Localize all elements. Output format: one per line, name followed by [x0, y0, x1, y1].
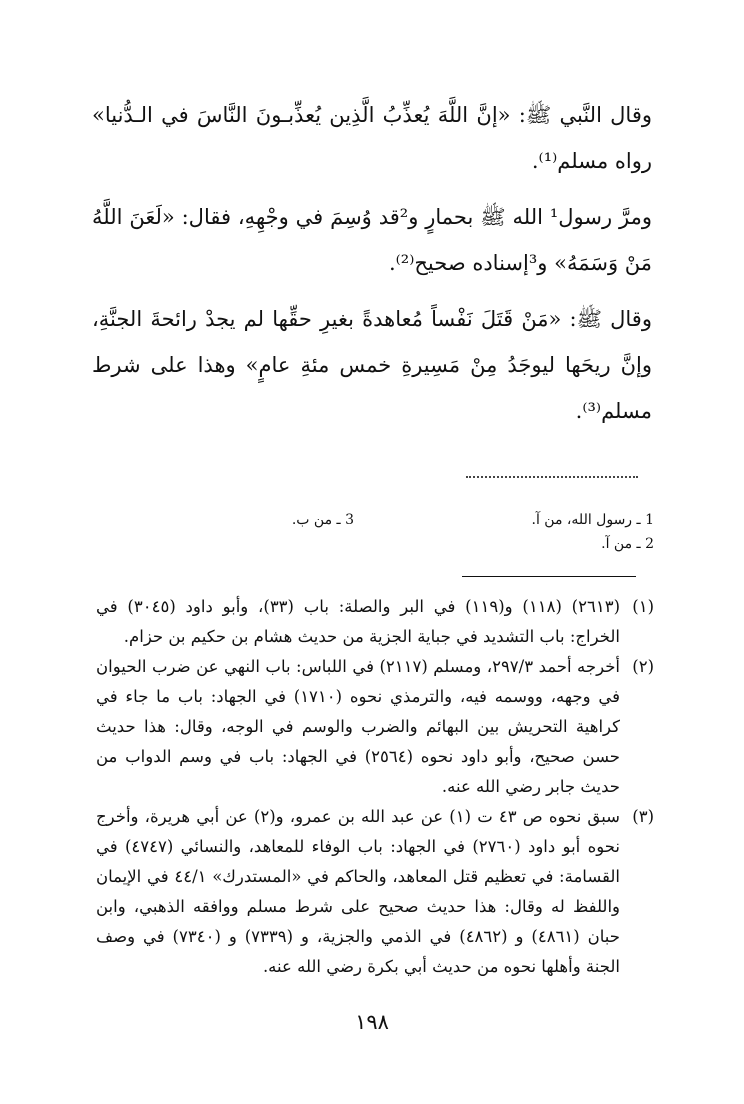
footnote-rule — [462, 576, 636, 577]
hadith-paragraph-3: وقال ﷺ: «مَنْ قَتَلَ نَفْساً مُعاهدةً بغيرِ حقِّها لم يجدْ رائحةَ الجنَّةِ، وإنَّ ريحَها ليوجَدُ مِنْ مَسِيرةِ خمس مئةِ عامٍ» وهذا على شرط مسلم⁽³⁾. — [92, 307, 652, 423]
footnote-text: سبق نحوه ص ٤٣ ت (١) عن عبد الله بن عمرو، و(٢) عن أبي هريرة، وأخرج نحوه أبو داود (٢٧٦٠) في الجهاد: باب الوفاء للمعاهد، والنسائي (٤٧٤٧) في القسامة: في تعظيم قتل المعاهد، والحاكم في «المستدرك» ٤٤/١ في الإيمان واللفظ له وقال: هذا حديث صحيح على شرط مسلم ووافقه الذهبي، وابن حبان (٤٨٦١) و (٤٨٦٢) في الذمي والجزية، و (٧٣٣٩) و (٧٣٤٠) في وصف الجنة وأهلها نحوه من حديث أبي بكرة رضي الله عنه. — [96, 807, 621, 976]
page-number: ١٩٨ — [355, 1010, 389, 1034]
variant-note-2: 2 ـ من آ. — [601, 536, 654, 552]
main-text — [92, 92, 652, 444]
hadith-paragraph-1: وقال النَّبي ﷺ: «إنَّ اللَّهَ يُعذِّبُ الَّذِين يُعذِّبـونَ النَّاسَ في الـدُّنيا» رواه مسلم⁽¹⁾. — [92, 103, 652, 173]
hadith-paragraph-2: ومرَّ رسول¹ الله ﷺ بحمارٍ و²قد وُسِمَ في وجْهِهِ، فقال: «لَعَنَ اللَّهُ مَنْ وَسَمَهُ» و³إسناده صحيح⁽²⁾. — [92, 205, 652, 275]
footnote-number: (٣) — [632, 807, 654, 826]
dotted-separator — [466, 476, 638, 478]
footnote-text: (٢٦١٣) (١١٨) و(١١٩) في البر والصلة: باب (٣٣)، وأبو داود (٣٠٤٥) في الخراج: باب التشديد في جباية الجزية من حديث هشام بن حكيم بن حزام. — [96, 597, 620, 646]
footnote — [96, 802, 654, 982]
footnote — [96, 652, 654, 802]
variant-note-1: 1 ـ رسول الله، من آ. — [531, 512, 654, 528]
footnotes — [96, 592, 654, 982]
manuscript-variants — [94, 508, 654, 556]
variant-note-3: 3 ـ من ب. — [291, 512, 354, 528]
footnote-number: (٢) — [632, 657, 654, 676]
footnote-text: أخرجه أحمد ٢٩٧/٣، ومسلم (٢١١٧) في اللباس: باب النهي عن ضرب الحيوان في وجهه، ووسمه فيه، والترمذي نحوه (١٧١٠) في الجهاد: باب ما جاء في كراهية التحريش بين البهائم والضرب والوسم في الوجه، وقال: هذا حديث حسن صحيح، وأبو داود نحوه (٢٥٦٤) في الجهاد: باب في وسم الدواب من حديث جابر رضي الله عنه. — [96, 657, 620, 796]
footnote-number: (١) — [632, 597, 654, 616]
footnote — [96, 592, 654, 652]
